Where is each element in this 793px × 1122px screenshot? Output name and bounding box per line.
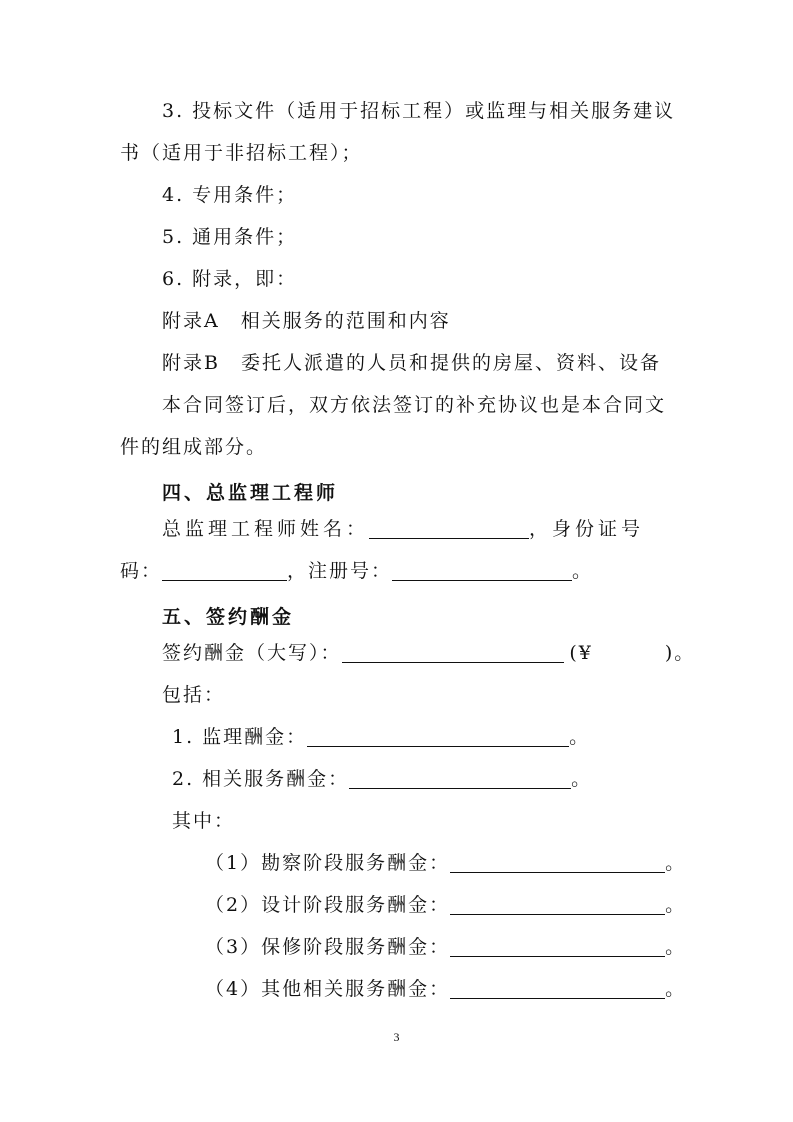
survey-fee-field[interactable] — [450, 852, 665, 873]
sub-item-3-line: （3）保修阶段服务酬金： 。 — [205, 936, 687, 958]
fee-line — [162, 640, 695, 666]
page-number: 3 — [393, 1030, 400, 1044]
registration-label: ，注册号： — [287, 560, 393, 582]
sub-item-4-line: （4）其他相关服务酬金： 。 — [205, 978, 687, 1000]
supervision-fee-field[interactable] — [307, 726, 569, 747]
fee-label: 签约酬金（大写）： — [162, 642, 342, 664]
appendix-b: 附录B 委托人派遣的人员和提供的房屋、资料、设备 — [162, 352, 661, 374]
section-5-heading: 五、签约酬金 — [162, 606, 295, 628]
section-4-heading: 四、总监理工程师 — [162, 482, 339, 504]
design-fee-field[interactable] — [450, 894, 665, 915]
warranty-fee-label: （3）保修阶段服务酬金： — [205, 936, 451, 958]
design-fee-label: （2）设计阶段服务酬金： — [205, 894, 451, 916]
supplement-text-cont: 件的组成部分。 — [120, 436, 268, 458]
supervision-fee-label: 1. 监理酬金： — [172, 726, 308, 748]
include-label: 包括： — [162, 684, 226, 706]
registration-field[interactable] — [392, 560, 572, 581]
related-service-fee-label: 2. 相关服务酬金： — [172, 768, 350, 790]
engineer-name-field[interactable] — [369, 518, 529, 539]
fee-uppercase-field[interactable] — [342, 642, 564, 663]
supplement-text: 本合同签订后，双方依法签订的补充协议也是本合同文 — [162, 394, 667, 416]
survey-fee-label: （1）勘察阶段服务酬金： — [205, 852, 451, 874]
fee-yuan-open: (¥ — [569, 642, 593, 664]
item-1-line: 1. 监理酬金： 。 — [172, 726, 591, 748]
among-label: 其中： — [172, 810, 236, 832]
id-number-field[interactable] — [162, 560, 287, 581]
engineer-line — [162, 516, 644, 542]
related-service-fee-field[interactable] — [349, 768, 571, 789]
clause-item-3-cont: 书（适用于非招标工程）； — [120, 142, 363, 164]
sub-item-1-line: （1）勘察阶段服务酬金： 。 — [205, 852, 687, 874]
clause-item-3: 3. 投标文件（适用于招标工程）或监理与相关服务建议 — [162, 100, 676, 122]
period: 。 — [572, 560, 594, 582]
other-fee-field[interactable] — [450, 978, 665, 999]
sub-item-2-line: （2）设计阶段服务酬金： 。 — [205, 894, 687, 916]
id-number-label: ，身份证号 — [529, 518, 645, 540]
appendix-a: 附录A 相关服务的范围和内容 — [162, 310, 451, 332]
warranty-fee-field[interactable] — [450, 936, 665, 957]
clause-item-4: 4. 专用条件； — [162, 184, 298, 206]
engineer-name-label: 总监理工程师姓名： — [162, 518, 370, 540]
other-fee-label: （4）其他相关服务酬金： — [205, 978, 451, 1000]
item-2-line: 2. 相关服务酬金： 。 — [172, 768, 593, 790]
id-number-label-cont: 码： — [120, 560, 163, 582]
clause-item-5: 5. 通用条件； — [162, 226, 298, 248]
clause-item-6: 6. 附录，即： — [162, 268, 298, 290]
fee-yuan-close: )。 — [664, 642, 696, 664]
id-reg-line — [120, 558, 593, 584]
